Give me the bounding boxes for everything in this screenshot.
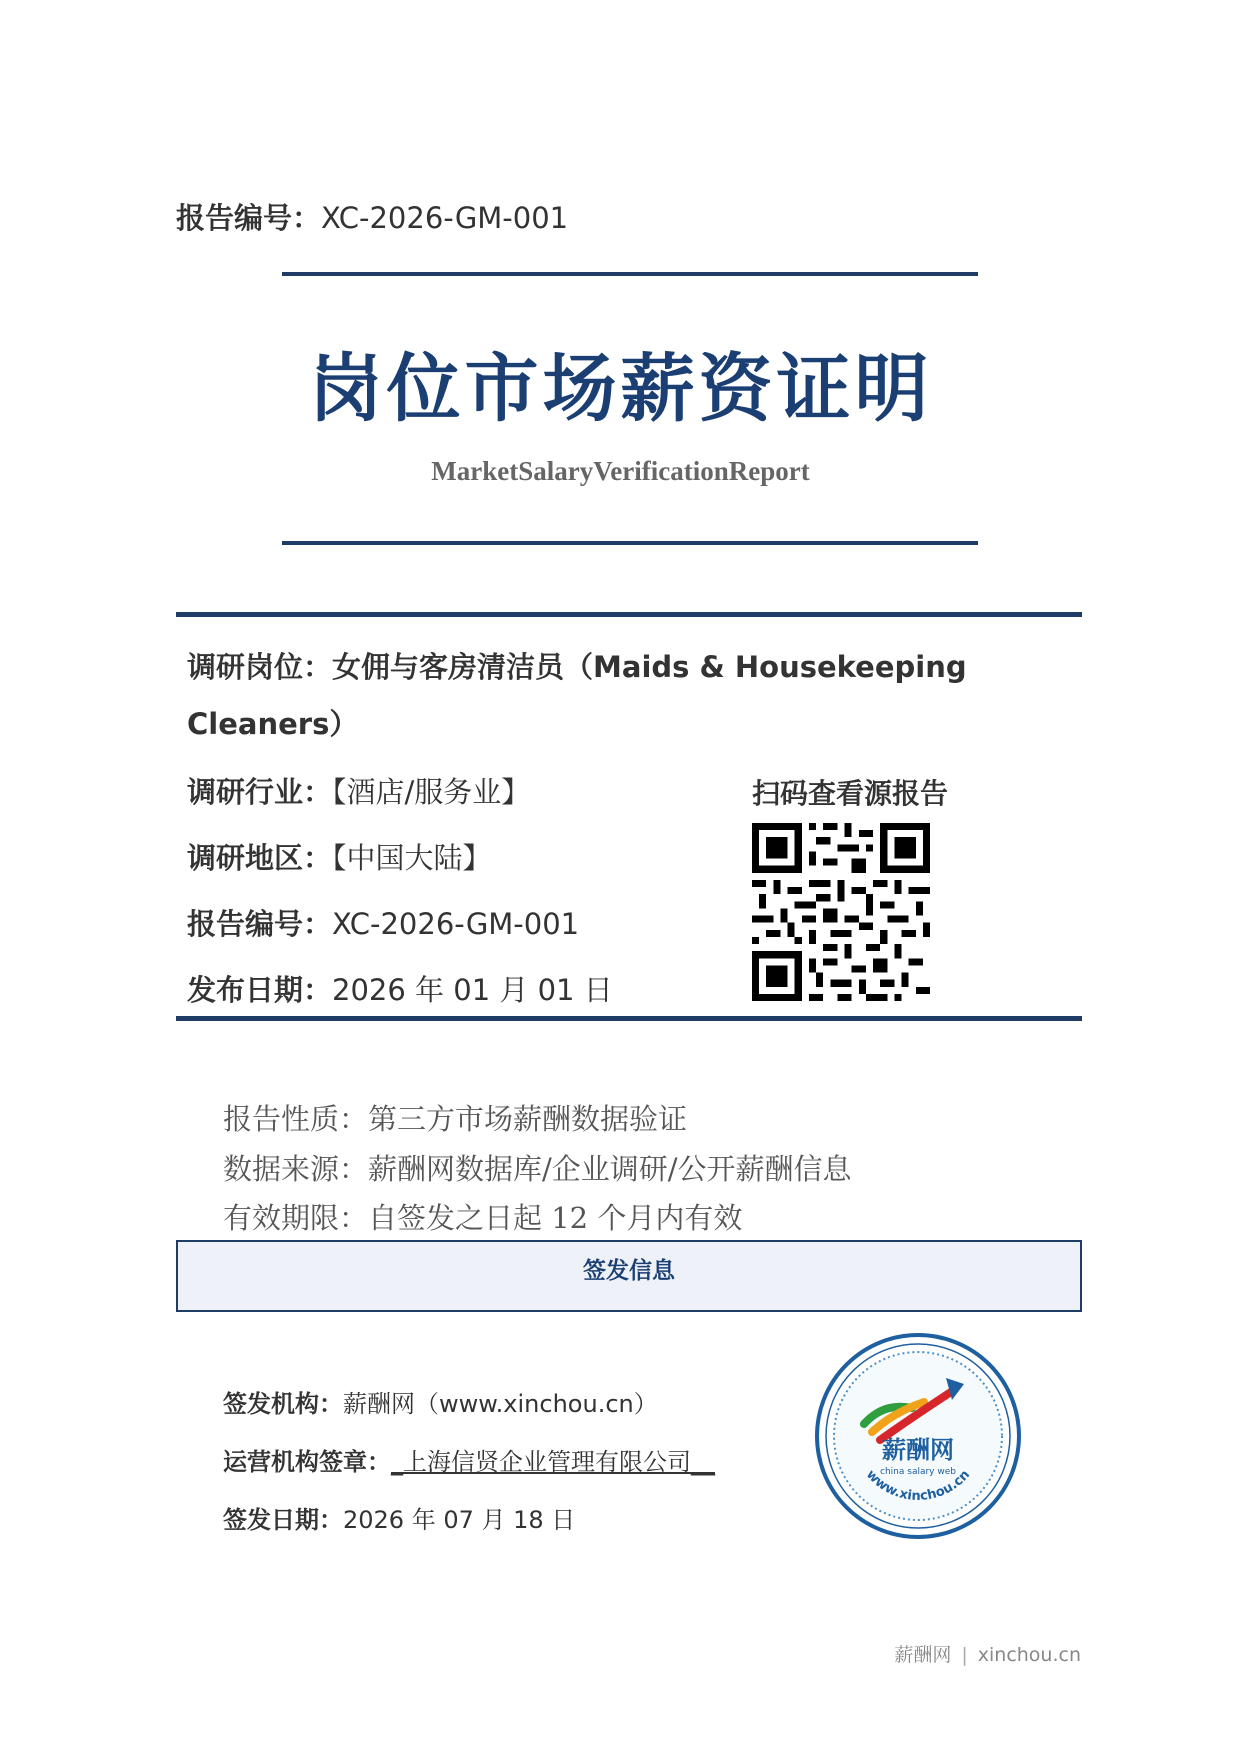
xinchou-seal-icon xyxy=(814,1332,1022,1540)
title-bottom-rule xyxy=(282,541,978,545)
sign-info-box xyxy=(176,1240,1082,1312)
footer-separator: | xyxy=(961,1644,968,1666)
page-footer xyxy=(894,1640,1081,1667)
info-publish-date xyxy=(187,968,613,1009)
info-position xyxy=(187,645,967,686)
info-industry-value: 【酒店/服务业】 xyxy=(332,775,531,809)
info-industry xyxy=(187,770,530,811)
page-title: 岗位市场薪资证明 xyxy=(308,346,933,432)
sign-operator-label: 运营机构签章： xyxy=(223,1448,391,1476)
info-bottom-rule xyxy=(176,1016,1082,1021)
qr-code-icon[interactable] xyxy=(752,823,930,1001)
info-publish-date-label: 发布日期： xyxy=(187,973,333,1007)
info-region-label: 调研地区： xyxy=(187,841,333,875)
info-industry-label: 调研行业： xyxy=(187,775,333,809)
meta-data-source: 数据来源：薪酬网数据库/企业调研/公开薪酬信息 xyxy=(223,1152,852,1186)
info-position-value-continued: Cleaners） xyxy=(187,707,359,741)
header-report-number-value: XC-2026-GM-001 xyxy=(321,201,569,235)
title-top-rule xyxy=(282,272,978,276)
footer-domain[interactable]: xinchou.cn xyxy=(977,1644,1081,1666)
sign-date-value: 2026 年 07 月 18 日 xyxy=(343,1506,576,1534)
footer-site-name: 薪酬网 xyxy=(894,1644,952,1666)
meta-report-nature: 报告性质：第三方市场薪酬数据验证 xyxy=(223,1102,688,1136)
header-report-number xyxy=(176,196,568,237)
seal-url: www.xinchou.cn xyxy=(862,1467,974,1504)
seal-name: 薪酬网 xyxy=(882,1436,954,1464)
info-position-continued xyxy=(187,702,358,743)
qr-caption: 扫码查看源报告 xyxy=(752,777,949,810)
meta-validity: 有效期限：自签发之日起 12 个月内有效 xyxy=(223,1201,743,1235)
info-position-label: 调研岗位： xyxy=(187,650,333,684)
sign-issuer-value: 薪酬网（www.xinchou.cn） xyxy=(343,1390,658,1418)
seal-tagline: china salary web xyxy=(880,1467,956,1477)
info-report-number-label: 报告编号： xyxy=(187,907,333,941)
sign-date-label: 签发日期： xyxy=(223,1506,343,1534)
info-top-rule xyxy=(176,612,1082,617)
sign-operator xyxy=(223,1442,715,1477)
page-subtitle: MarketSalaryVerificationReport xyxy=(431,456,810,486)
info-report-number xyxy=(187,902,579,943)
header-report-number-label: 报告编号： xyxy=(176,201,322,235)
sign-date xyxy=(223,1500,575,1535)
sign-operator-value: _上海信贤企业管理有限公司__ xyxy=(391,1448,715,1476)
sign-issuer xyxy=(223,1384,658,1419)
info-region-value: 【中国大陆】 xyxy=(332,841,492,875)
info-position-value: 女佣与客房清洁员（Maids & Housekeeping xyxy=(332,650,967,684)
info-region xyxy=(187,836,492,877)
sign-info-title: 签发信息 xyxy=(583,1258,675,1284)
info-publish-date-value: 2026 年 01 月 01 日 xyxy=(332,973,613,1007)
info-report-number-value: XC-2026-GM-001 xyxy=(332,907,580,941)
sign-issuer-label: 签发机构： xyxy=(223,1390,343,1418)
